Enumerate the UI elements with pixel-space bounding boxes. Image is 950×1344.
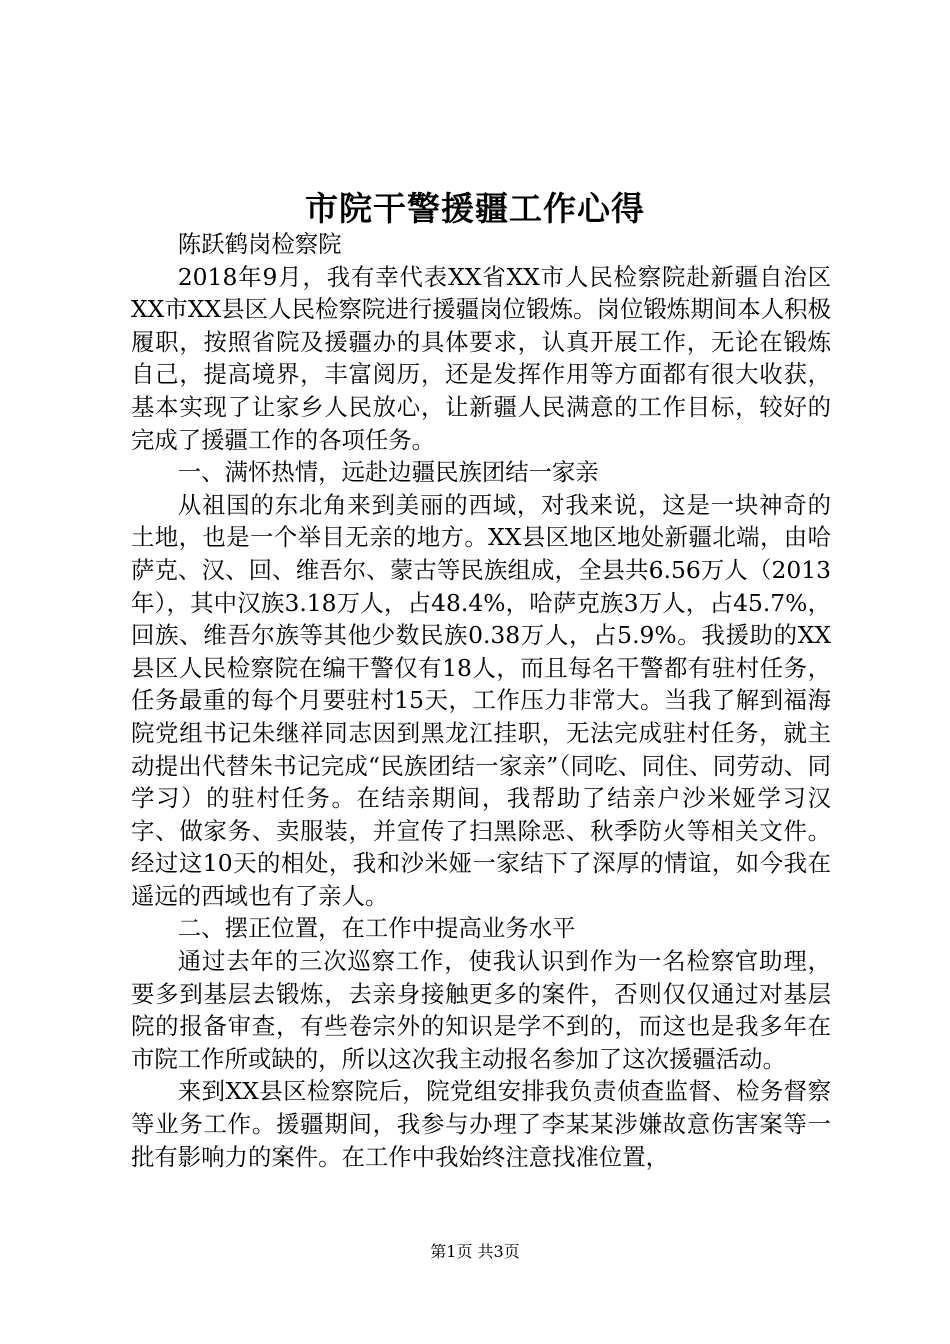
document-title: 市院干警援疆工作心得	[305, 189, 645, 228]
paragraph-section-2a: 通过去年的三次巡察工作，使我认识到作为一名检察官助理，要多到基层去锻炼，去亲身接触更多的案件，否则仅仅通过对基层院的报备审查，有些卷宗外的知识是学不到的，而这也是我多年在市院工作所或缺的，所以这次我主动报名参加了这次援疆活动。	[131, 947, 831, 1073]
section-heading-2: 二、摆正位置，在工作中提高业务水平	[177, 914, 576, 943]
paragraph-intro: 2018年9月，我有幸代表XX省XX市人民检察院赴新疆自治区XX市XX县区人民检察院进行援疆岗位锻炼。岗位锻炼期间本人积极履职，按照省院及援疆办的具体要求，认真开展工作，无论在锻炼自己，提高境界，丰富阅历，还是发挥作用等方面都有很大收获，基本实现了让家乡人民放心，让新疆人民满意的工作目标，较好的完成了援疆工作的各项任务。	[131, 262, 831, 454]
paragraph-section-1: 从祖国的东北角来到美丽的西域，对我来说，这是一块神奇的土地，也是一个举目无亲的地方。XX县区地区地处新疆北端，由哈萨克、汉、回、维吾尔、蒙古等民族组成，全县共6.56万人（2013年），其中汉族3.18万人，占48.4%，哈萨克族3万人，占45.7%，回族、维吾尔族等其他少数民族0.38万人，占5.9%。我援助的XX县区人民检察院在编干警仅有18人，而且每名干警都有驻村任务，任务最重的每个月要驻村15天，工作压力非常大。当我了解到福海院党组书记朱继祥同志因到黑龙江挂职，无法完成驻村任务，就主动提出代替朱书记完成“民族团结一家亲”（同吃、同住、同劳动、同学习）的驻村任务。在结亲期间，我帮助了结亲户沙米娅学习汉字、做家务、卖服装，并宣传了扫黑除恶、秋季防火等相关文件。经过这10天的相处，我和沙米娅一家结下了深厚的情谊，如今我在遥远的西域也有了亲人。	[131, 490, 831, 910]
author-line: 陈跃鹤岗检察院	[177, 230, 342, 258]
section-heading-1: 一、满怀热情，远赴边疆民族团结一家亲	[177, 458, 599, 487]
paragraph-section-2b: 来到XX县区检察院后，院党组安排我负责侦查监督、检务督察等业务工作。援疆期间，我参与办理了李某某涉嫌故意伤害案等一批有影响力的案件。在工作中我始终注意找准位置，	[131, 1077, 831, 1171]
document-body	[131, 228, 831, 1173]
page-footer: 第1页 共3页	[430, 1242, 520, 1261]
